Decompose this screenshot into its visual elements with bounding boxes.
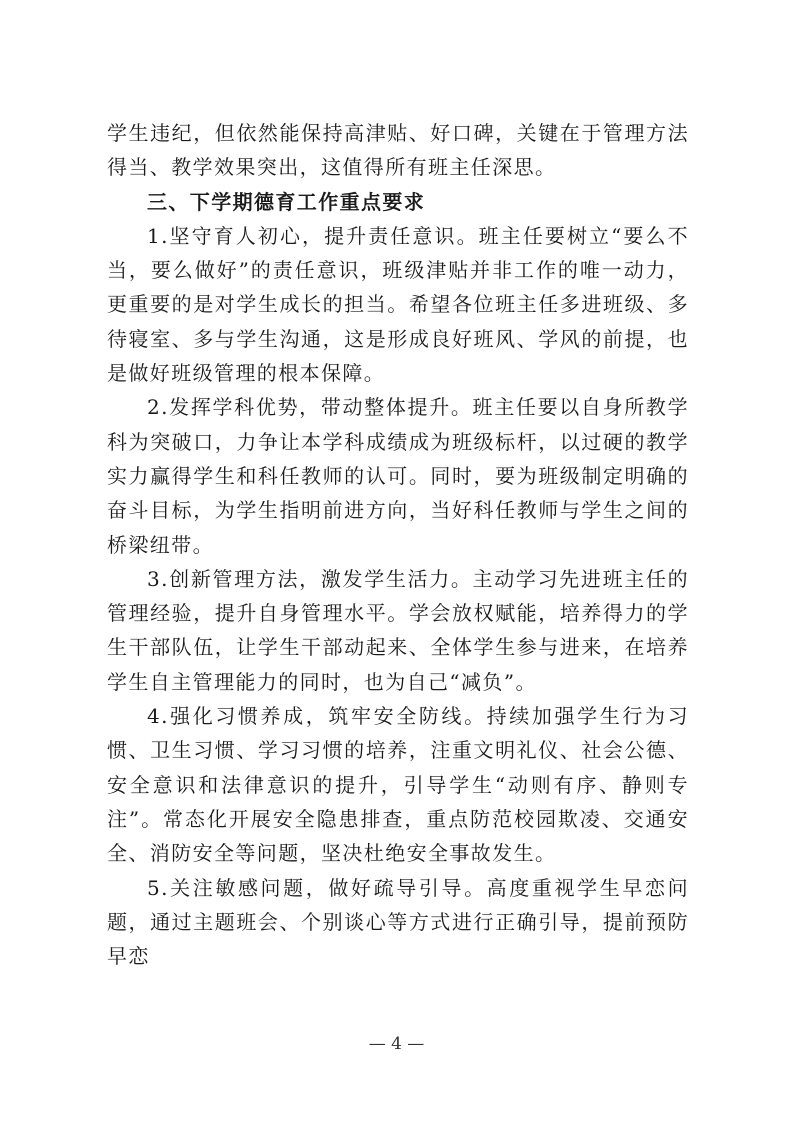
paragraph-item-2: 2.发挥学科优势，带动整体提升。班主任要以自身所教学科为突破口，力争让本学科成绩成为班级标杆，以过硬的教学实力赢得学生和科任教师的认可。同时，要为班级制定明确的奋斗目标，为学生指明前进方向，当好科任教师与学生之间的桥梁纽带。 bbox=[107, 395, 689, 557]
paragraph-item-4: 4.强化习惯养成，筑牢安全防线。持续加强学生行为习惯、卫生习惯、学习习惯的培养，注重文明礼仪、社会公德、安全意识和法律意识的提升，引导学生“动则有序、静则专注”。常态化开展安全隐患排查，重点防范校园欺凌、交通安全、消防安全等问题，坚决杜绝安全事故发生。 bbox=[107, 704, 689, 866]
paragraph-item-3: 3.创新管理方法，激发学生活力。主动学习先进班主任的管理经验，提升自身管理水平。学会放权赋能，培养得力的学生干部队伍，让学生干部动起来、全体学生参与进来，在培养学生自主管理能力的同时，也为自己“减负”。 bbox=[107, 566, 689, 694]
paragraph-item-1: 1.坚守育人初心，提升责任意识。班主任要树立“要么不当，要么做好”的责任意识，班级津贴并非工作的唯一动力，更重要的是对学生成长的担当。希望各位班主任多进班级、多待寝室、多与学生沟通，这是形成良好班风、学风的前提，也是做好班级管理的根本保障。 bbox=[107, 223, 689, 386]
paragraph-item-5: 5.关注敏感问题，做好疏导引导。高度重视学生早恋问题，通过主题班会、个别谈心等方式进行正确引导，提前预防早恋 bbox=[107, 875, 689, 969]
page-number: — 4 — bbox=[368, 1034, 425, 1054]
section-heading: 三、下学期德育工作重点要求 bbox=[147, 189, 426, 214]
document-body bbox=[107, 116, 689, 973]
paragraph-continuation: 学生违纪，但依然能保持高津贴、好口碑，关键在于管理方法得当、教学效果突出，这值得所有班主任深思。 bbox=[107, 121, 689, 180]
